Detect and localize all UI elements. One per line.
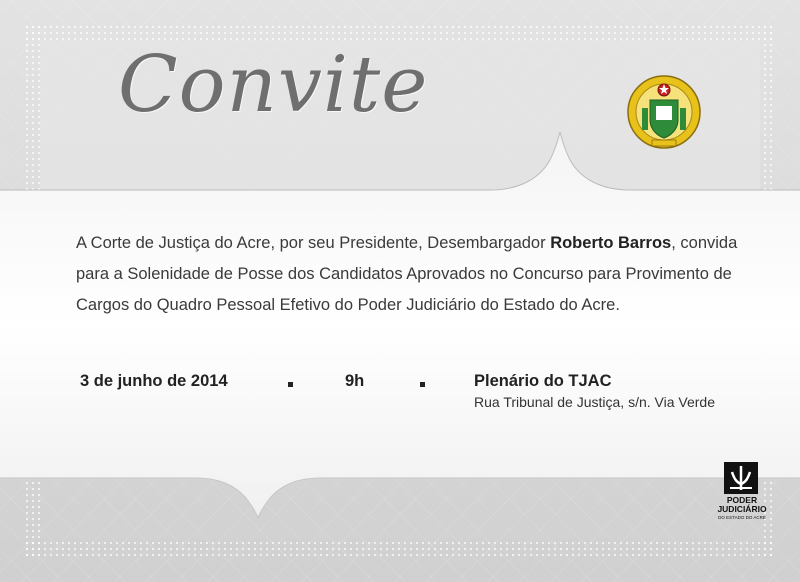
invitation-title: Convite xyxy=(118,40,429,130)
invitation-text xyxy=(76,228,736,321)
invitation-line-2: para a Solenidade de Posse dos Candidatos Aprovados no Concurso para Provimento de xyxy=(76,265,732,283)
invitation-line-1 xyxy=(76,228,736,259)
logo-text-poder: PODER xyxy=(726,495,758,505)
line1-after: , convida xyxy=(671,234,738,252)
coat-of-arms-icon xyxy=(620,70,708,156)
separator-bullet-icon xyxy=(420,382,425,387)
event-date: 3 de junho de 2014 xyxy=(80,372,228,390)
invitation-line-3: Cargos do Quadro Pessoal Efetivo do Poder Judiciário do Estado do Acre. xyxy=(76,296,620,314)
judiciary-emblem-icon xyxy=(724,462,758,494)
president-name: Roberto Barros xyxy=(550,234,672,252)
event-venue: Plenário do TJAC xyxy=(474,372,612,390)
separator-bullet-icon xyxy=(288,382,293,387)
venue-address: Rua Tribunal de Justiça, s/n. Via Verde xyxy=(474,394,715,410)
line1-before: A Corte de Justiça do Acre, por seu Presidente, Desembargador xyxy=(76,234,551,252)
logo-text-estado: DO ESTADO DO ACRE xyxy=(718,515,766,520)
event-time: 9h xyxy=(345,372,365,390)
logo-text-judiciario: JUDICIÁRIO xyxy=(717,504,767,514)
